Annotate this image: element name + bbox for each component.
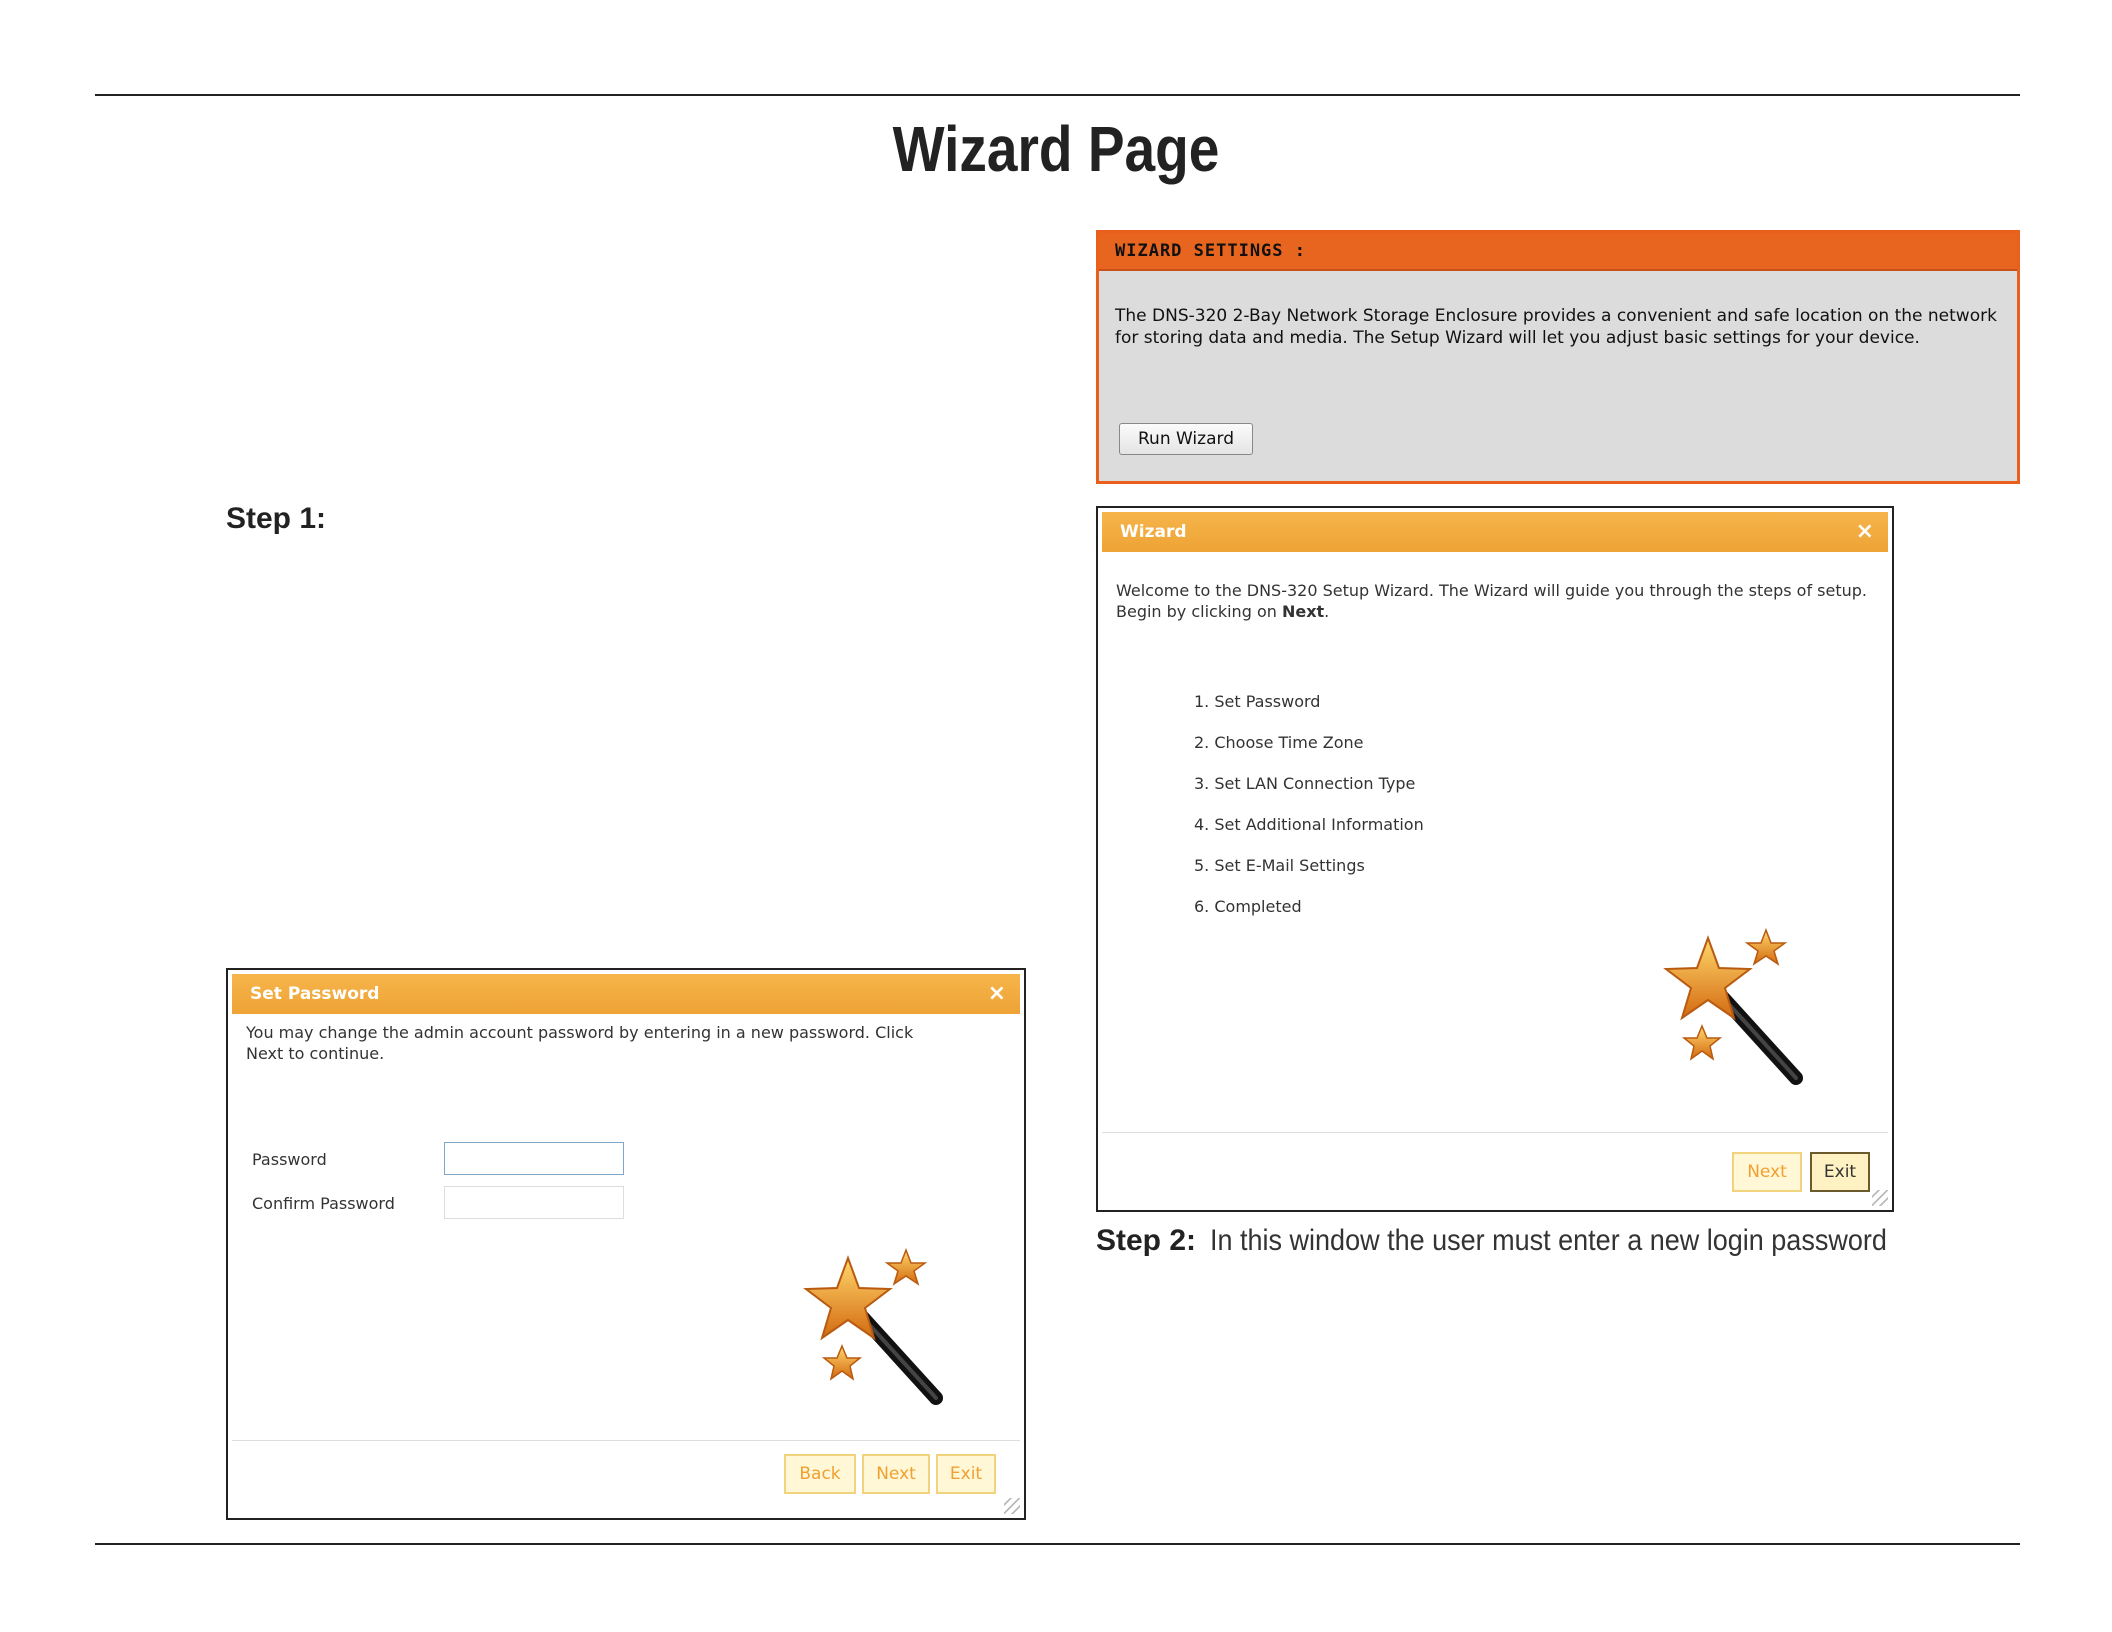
top-rule — [95, 94, 2020, 96]
next-button[interactable]: Next — [862, 1454, 930, 1494]
resize-grip-icon[interactable] — [1872, 1190, 1888, 1206]
list-item: 4. Set Additional Information — [1194, 815, 1424, 834]
wizard-dialog — [1096, 506, 1894, 1212]
list-item: 1. Set Password — [1194, 692, 1321, 711]
wizard-settings-header: WIZARD SETTINGS : — [1099, 233, 2017, 271]
set-password-description: You may change the admin account password by entering in a new password. Click Next to continue. — [246, 1023, 914, 1063]
wizard-dialog-divider — [1102, 1132, 1888, 1133]
run-wizard-button[interactable]: Run Wizard — [1119, 423, 1253, 455]
back-button[interactable]: Back — [784, 1454, 856, 1494]
wizard-intro-line1: Welcome to the DNS-320 Setup Wizard. The Wizard will guide you through the steps of setup. — [1116, 581, 1867, 600]
list-item: 5. Set E-Mail Settings — [1194, 856, 1365, 875]
resize-grip-icon[interactable] — [1004, 1498, 1020, 1514]
page-title: Wizard Page — [892, 113, 1220, 185]
close-icon[interactable]: × — [987, 981, 1006, 1006]
wizard-dialog-title: Wizard — [1120, 522, 1187, 542]
wizard-settings-panel — [1096, 230, 2020, 484]
set-password-dialog-divider — [232, 1440, 1020, 1441]
exit-button[interactable]: Exit — [1810, 1152, 1870, 1192]
password-field[interactable] — [444, 1142, 624, 1175]
wizard-steps-list — [1194, 692, 1424, 938]
list-item: 2. Choose Time Zone — [1194, 733, 1364, 752]
set-password-dialog — [226, 968, 1026, 1520]
wizard-settings-description: The DNS-320 2-Bay Network Storage Enclosure provides a convenient and safe location on the network for storing data and media. The Setup Wizard will let you adjust basic settings for your device. — [1115, 306, 1997, 348]
magic-wand-stars-icon — [1658, 928, 1818, 1098]
close-icon[interactable]: × — [1855, 519, 1874, 544]
password-label: Password — [252, 1150, 327, 1169]
exit-button[interactable]: Exit — [936, 1454, 996, 1494]
magic-wand-stars-icon — [798, 1248, 958, 1418]
set-password-dialog-title: Set Password — [250, 984, 380, 1004]
wizard-intro-line2: Begin by clicking on Next. — [1116, 602, 1330, 621]
list-item: 3. Set LAN Connection Type — [1194, 774, 1416, 793]
confirm-password-field[interactable] — [444, 1186, 624, 1219]
bottom-rule — [95, 1543, 2020, 1545]
wizard-dialog-header — [1102, 512, 1888, 552]
next-button[interactable]: Next — [1732, 1152, 1802, 1192]
step1-label: Step 1: — [226, 502, 327, 535]
wizard-intro — [1116, 580, 1876, 622]
step2-description: In this window the user must enter a new login password — [1210, 1224, 1887, 1257]
confirm-password-label: Confirm Password — [252, 1194, 395, 1213]
set-password-dialog-header — [232, 974, 1020, 1014]
list-item: 6. Completed — [1194, 897, 1302, 916]
step2-label: Step 2: — [1096, 1224, 1197, 1257]
